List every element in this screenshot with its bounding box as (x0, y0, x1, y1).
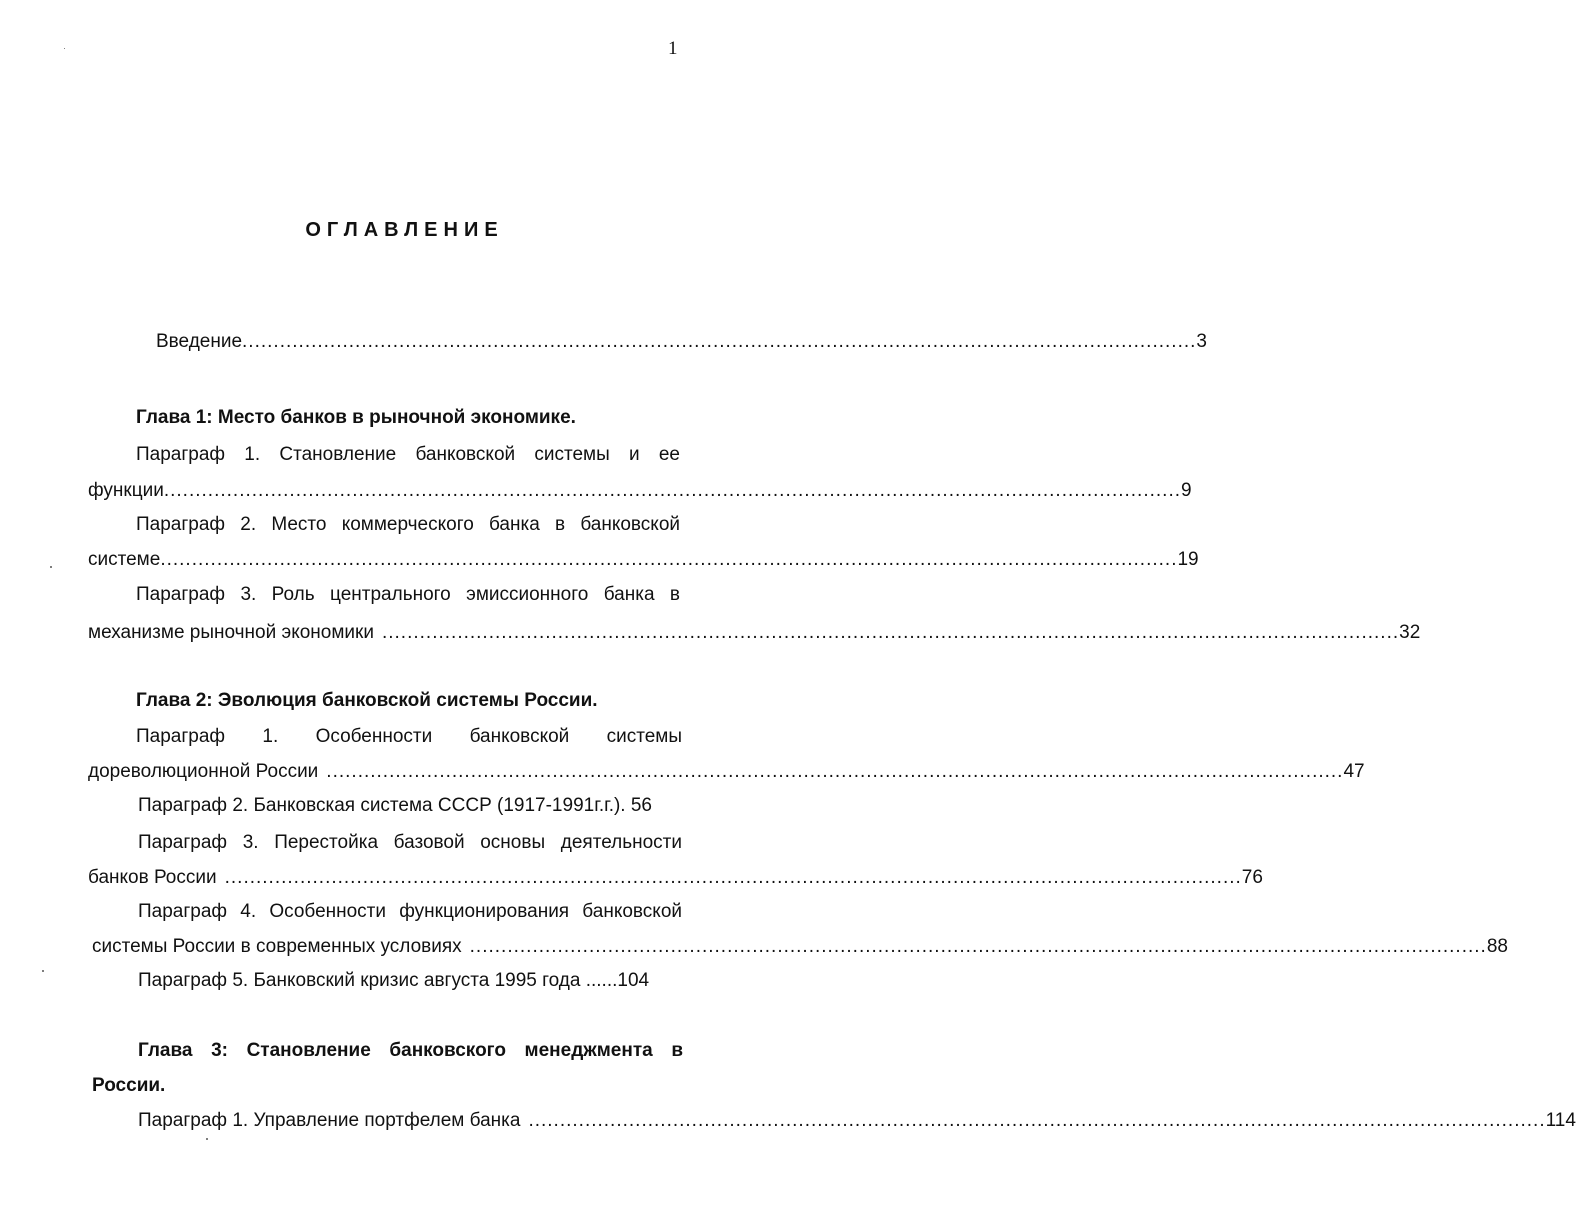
ch1-p1-page: 9 (1181, 480, 1192, 501)
ch2-p2-line: Параграф 2. Банковская система СССР (1917-1991г.г.). 56 (138, 795, 653, 816)
chapter3-heading-line2: России. (92, 1075, 166, 1096)
scan-speck (64, 48, 65, 49)
toc-intro-page: 3 (1196, 331, 1207, 352)
chapter1-heading: Глава 1: Место банков в рыночной экономике. (136, 407, 576, 428)
leader-dots: .................................................................................................................................................................. (163, 480, 1182, 501)
leader-dots: .................................................................................................................................................................. (224, 867, 1242, 888)
ch2-p3-page: 76 (1241, 867, 1263, 888)
ch2-p4-line1: Параграф 4. Особенности функционирования банковской (138, 901, 682, 922)
ch2-p3-line2 (88, 866, 1263, 890)
leader-dots: .................................................................................................................................................................. (326, 761, 1344, 782)
ch3-p1-line (138, 1109, 1576, 1133)
toc-intro-label: Введение (156, 331, 243, 352)
ch1-p3-page: 32 (1399, 622, 1421, 643)
toc-intro (156, 330, 1207, 354)
ch2-p3-label: банков России (88, 867, 217, 888)
ch1-p1-line2 (88, 479, 1192, 503)
ch1-p2-line1: Параграф 2. Место коммерческого банка в банковской (136, 514, 680, 535)
chapter3-heading-line1: Глава 3: Становление банковского менеджмента в (138, 1040, 683, 1061)
leader-dots: .................................................................................................................................................................. (469, 936, 1487, 957)
ch1-p1-line1: Параграф 1. Становление банковской системы и ее (136, 444, 680, 465)
ch3-p1-label: Параграф 1. Управление портфелем банка (138, 1110, 521, 1131)
ch2-p5-line: Параграф 5. Банковский кризис августа 1995 года ......104 (138, 970, 650, 991)
scan-speck (50, 566, 52, 568)
ch1-p3-line1: Параграф 3. Роль центрального эмиссионного банка в (136, 584, 680, 605)
ch1-p2-line2 (88, 548, 1199, 572)
ch3-p1-page: 114 (1545, 1110, 1576, 1131)
ch2-p1-label: дореволюционной России (88, 761, 319, 782)
ch2-p4-line2 (92, 935, 1508, 959)
scan-speck (42, 970, 44, 972)
leader-dots: ........................................................................................................................................................ (242, 331, 1197, 352)
toc-title: ОГЛАВЛЕНИЕ (305, 219, 504, 241)
ch1-p2-page: 19 (1177, 549, 1199, 570)
scan-speck (206, 1138, 208, 1140)
ch2-p3-line1: Параграф 3. Перестойка базовой основы деятельности (138, 832, 682, 853)
ch1-p1-label: функции (88, 480, 164, 501)
leader-dots: .................................................................................................................................................................. (381, 622, 1400, 643)
ch1-p2-label: системе (88, 549, 161, 570)
ch1-p3-label: механизме рыночной экономики (88, 622, 374, 643)
ch2-p1-line1: Параграф 1. Особенности банковской системы (136, 726, 682, 747)
ch2-p4-label: системы России в современных условиях (92, 936, 462, 957)
leader-dots: .................................................................................................................................................................. (160, 549, 1178, 570)
leader-dots: .................................................................................................................................................................. (528, 1110, 1546, 1131)
ch2-p4-page: 88 (1486, 936, 1508, 957)
ch2-p1-line2 (88, 760, 1365, 784)
chapter2-heading: Глава 2: Эволюция банковской системы России. (136, 690, 598, 711)
ch2-p1-page: 47 (1343, 761, 1365, 782)
ch1-p3-line2 (88, 621, 1421, 645)
page-number: 1 (668, 38, 678, 59)
